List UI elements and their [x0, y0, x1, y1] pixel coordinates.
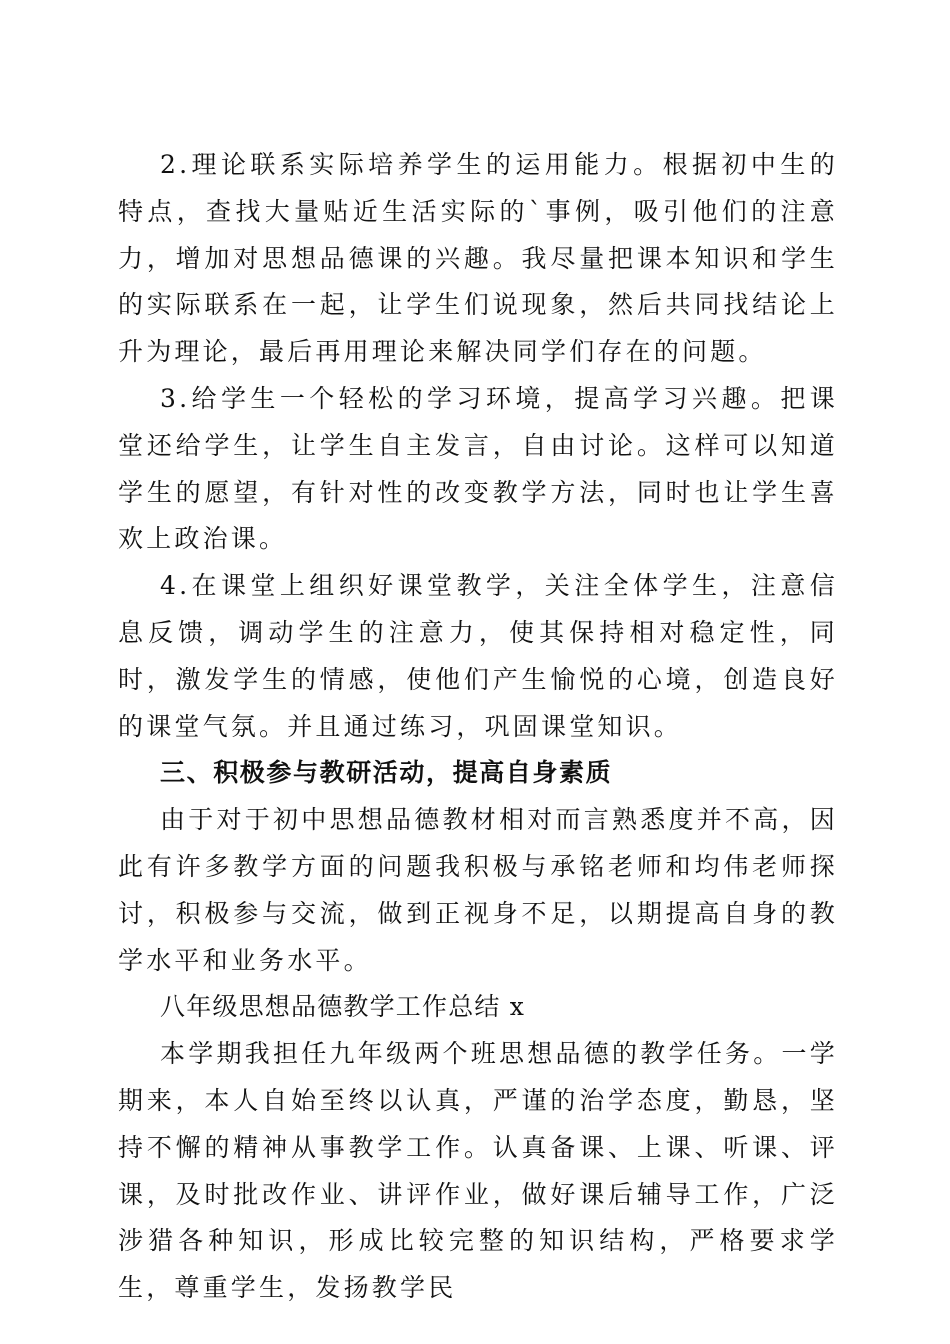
paragraph-item-4: 4.在课堂上组织好课堂教学，关注全体学生，注意信息反馈，调动学生的注意力，使其保持相对稳定性，同时，激发学生的情感，使他们产生愉悦的心境，创造良好的课堂气氛。并且通过练习，巩固课堂知识。 — [118, 571, 838, 741]
section-paragraph: 由于对于初中思想品德教材相对而言熟悉度并不高，因此有许多教学方面的问题我积极与承铭老师和均伟老师探讨，积极参与交流，做到正视身不足，以期提高自身的教学水平和业务水平。 — [118, 805, 838, 975]
closing-paragraph: 本学期我担任九年级两个班思想品德的教学任务。一学期来，本人自始至终以认真，严谨的治学态度，勤恳，坚持不懈的精神从事教学工作。认真备课、上课、听课、评课，及时批改作业、讲评作业，做好课后辅导工作，广泛涉猎各种知识，形成比较完整的知识结构，严格要求学生，尊重学生，发扬教学民 — [118, 1039, 838, 1303]
document-body — [118, 142, 838, 1312]
paragraph-item-2: 2.理论联系实际培养学生的运用能力。根据初中生的特点，查找大量贴近生活实际的`事例，吸引他们的注意力，增加对思想品德课的兴趣。我尽量把课本知识和学生的实际联系在一起，让学生们说现象，然后共同找结论上升为理论，最后再用理论来解决同学们存在的问题。 — [118, 150, 838, 367]
paragraph-item-3: 3.给学生一个轻松的学习环境，提高学习兴趣。把课堂还给学生，让学生自主发言，自由讨论。这样可以知道学生的愿望，有针对性的改变教学方法，同时也让学生喜欢上政治课。 — [118, 383, 838, 554]
document-subtitle: 八年级思想品德教学工作总结 x — [160, 992, 526, 1022]
section-heading: 三、积极参与教研活动，提高自身素质 — [160, 758, 613, 788]
